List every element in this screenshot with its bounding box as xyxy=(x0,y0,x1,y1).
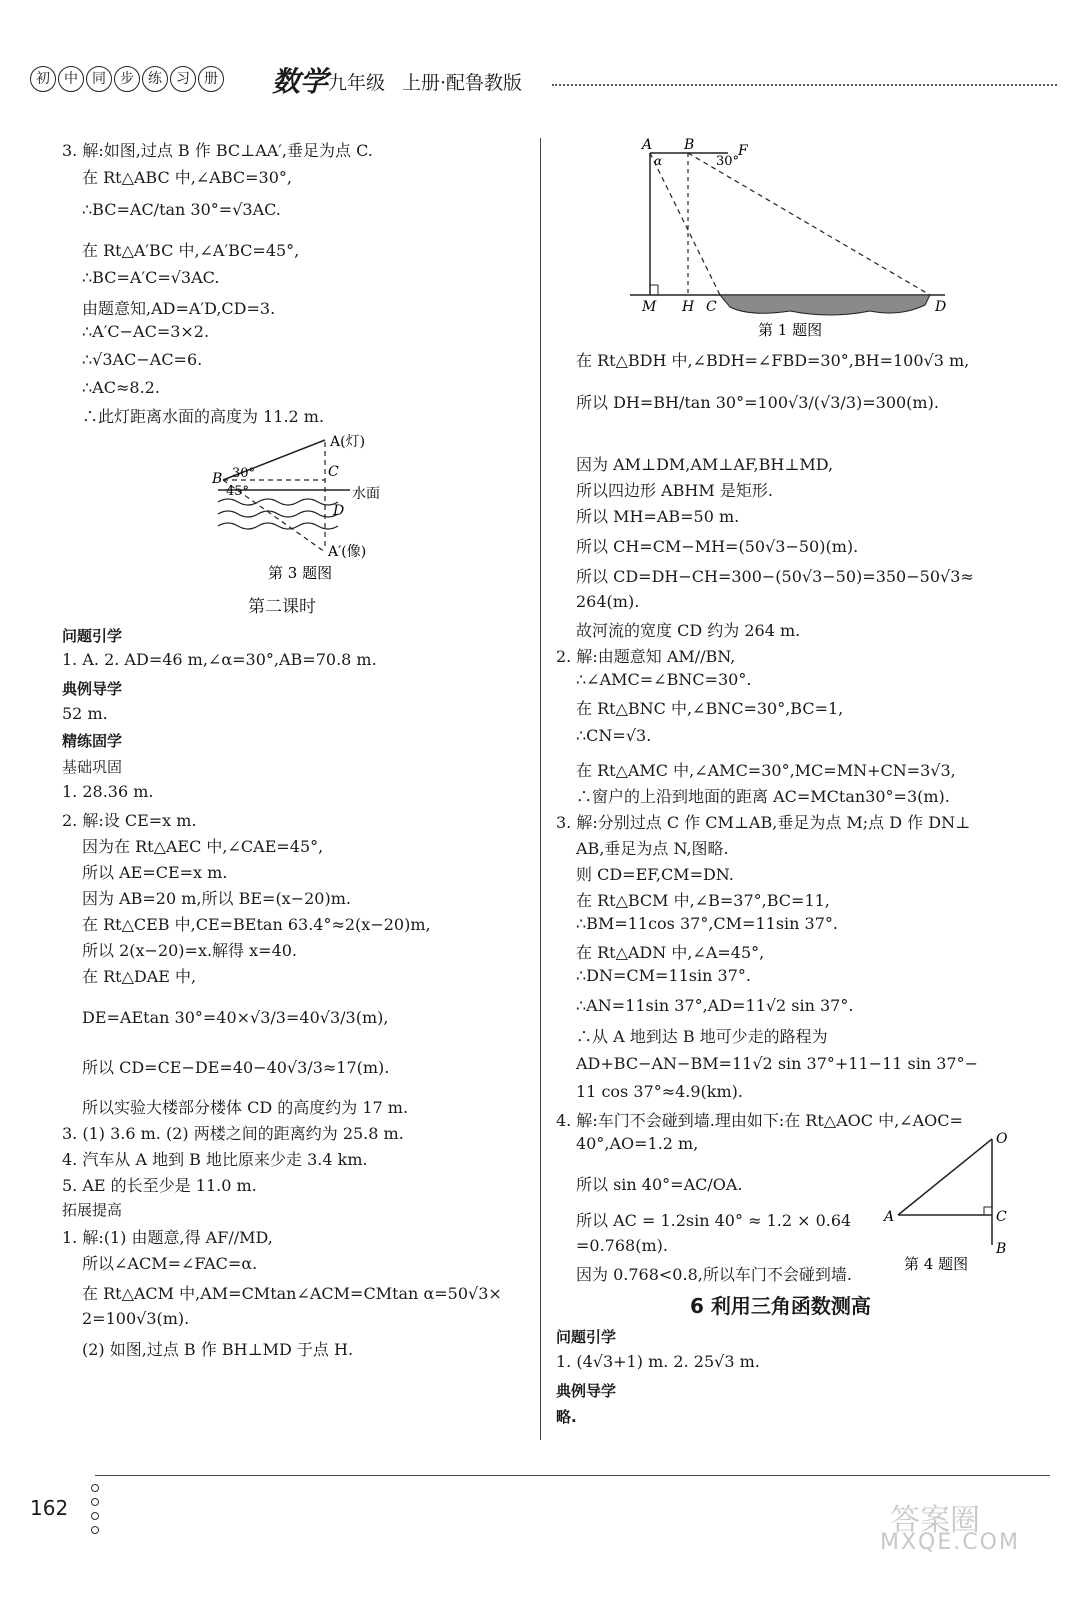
fig1-angle-30: 30° xyxy=(716,154,740,169)
column-divider xyxy=(540,138,541,1440)
answer-line: 52 m. xyxy=(62,704,108,723)
fig1-label-C: C xyxy=(706,299,717,315)
answer-line: 所以实验大楼部分楼体 CD 的高度约为 17 m. xyxy=(82,1098,409,1117)
answer-line: 因为在 Rt△AEC 中,∠CAE=45°, xyxy=(82,837,324,856)
page-number: 162 xyxy=(30,1496,69,1520)
answer-line: DE=AEtan 30°=40×√3/3=40√3/3(m), xyxy=(82,1008,389,1027)
fig1-label-A: A xyxy=(642,137,653,153)
answer-line: 在 Rt△CEB 中,CE=BEtan 63.4°≈2(x−20)m, xyxy=(82,915,431,934)
fig3-label-C: C xyxy=(328,464,339,480)
answer-line: 所以 sin 40°=AC/OA. xyxy=(576,1175,743,1194)
subject-title: 数学 xyxy=(272,65,329,98)
brand-char: 册 xyxy=(198,66,224,92)
answer-line: 所以 AC = 1.2sin 40° ≈ 1.2 × 0.64 xyxy=(576,1211,852,1230)
brand-char: 步 xyxy=(114,66,140,92)
answer-line: 40°,AO=1.2 m, xyxy=(576,1134,699,1153)
series-brand xyxy=(30,66,226,92)
answer-line: 所以 CD=CE−DE=40−40√3/3≈17(m). xyxy=(82,1058,390,1077)
fig1-label-D: D xyxy=(935,299,947,315)
answer-line: 所以 DH=BH/tan 30°=100√3/(√3/3)=300(m). xyxy=(576,393,939,412)
heading-jinglianguxue: 精练固学 xyxy=(62,732,123,750)
answer-line: AD+BC−AN−BM=11√2 sin 37°+11−11 sin 37°− xyxy=(576,1054,978,1073)
answer-line: 则 CD=EF,CM=DN. xyxy=(576,865,734,884)
fig3-water-label: 水面 xyxy=(352,486,380,502)
fig1-label-F: F xyxy=(738,143,748,159)
fig3-label-D: D xyxy=(333,503,345,519)
figure-4 xyxy=(880,1125,1020,1280)
answer-line: 在 Rt△ADN 中,∠A=45°, xyxy=(576,943,765,962)
figure-3 xyxy=(200,430,400,590)
answer-line: 故河流的宽度 CD 约为 264 m. xyxy=(576,621,801,640)
answer-line: 由题意知,AD=A′D,CD=3. xyxy=(82,299,276,318)
heading-dianlidaoxue: 典例导学 xyxy=(62,680,123,698)
answer-line: ∴BC=AC/tan 30°=√3AC. xyxy=(82,200,281,219)
answer-line: 1. 28.36 m. xyxy=(62,782,154,801)
answer-line: 1. (4√3+1) m. 2. 25√3 m. xyxy=(556,1352,760,1371)
answer-line: 在 Rt△DAE 中, xyxy=(82,967,197,986)
answer-line: 264(m). xyxy=(576,592,640,611)
answer-line: (2) 如图,过点 B 作 BH⊥MD 于点 H. xyxy=(82,1340,354,1359)
answer-line: ∴窗户的上沿到地面的距离 AC=MCtan30°=3(m). xyxy=(576,787,950,806)
section-6-title: 6 利用三角函数测高 xyxy=(690,1294,871,1318)
fig1-label-B: B xyxy=(684,137,695,153)
answer-line: =0.768(m). xyxy=(576,1236,668,1255)
fig3-label-A-image: A′(像) xyxy=(328,544,367,560)
fig1-caption: 第 1 题图 xyxy=(758,321,823,339)
answer-line: ∴此灯距离水面的高度为 11.2 m. xyxy=(82,407,325,426)
answer-line: 4. 解:车门不会碰到墙.理由如下:在 Rt△AOC 中,∠AOC= xyxy=(556,1111,963,1130)
answer-line: ∴∠AMC=∠BNC=30°. xyxy=(576,670,752,689)
answer-line: 在 Rt△BCM 中,∠B=37°,BC=11, xyxy=(576,891,830,910)
answer-line: 所以 CD=DH−CH=300−(50√3−50)=350−50√3≈ xyxy=(576,567,974,586)
fig1-angle-alpha: α xyxy=(654,154,663,168)
answer-line: ∴BC=A′C=√3AC. xyxy=(82,268,220,287)
fig1-label-M: M xyxy=(642,299,657,315)
fig3-label-A: A(灯) xyxy=(330,434,366,450)
answer-line: ∴AN=11sin 37°,AD=11√2 sin 37°. xyxy=(576,996,854,1015)
answer-line: 2. 解:由题意知 AM//BN, xyxy=(556,647,736,666)
fig4-label-C: C xyxy=(996,1209,1007,1225)
answer-line: 在 Rt△ABC 中,∠ABC=30°, xyxy=(82,168,293,187)
answer-line: 3. 解:分别过点 C 作 CM⊥AB,垂足为点 M;点 D 作 DN⊥ xyxy=(556,813,971,832)
fig3-angle-45: 45° xyxy=(226,484,250,499)
brand-char: 初 xyxy=(30,66,56,92)
answer-line: ∴从 A 地到达 B 地可少走的路程为 xyxy=(576,1027,828,1046)
header-dotted-rule xyxy=(552,84,1057,86)
answer-line: 因为 AB=20 m,所以 BE=(x−20)m. xyxy=(82,889,351,908)
answer-line: ∴BM=11cos 37°,CM=11sin 37°. xyxy=(576,914,838,933)
answer-line: 在 Rt△A′BC 中,∠A′BC=45°, xyxy=(82,241,300,260)
answer-line: ∴A′C−AC=3×2. xyxy=(82,322,210,341)
figure-1 xyxy=(620,135,960,345)
answer-line: 2. 解:设 CE=x m. xyxy=(62,811,197,830)
heading-wentiyinxue: 问题引学 xyxy=(62,627,123,645)
heading-dianlidaoxue: 典例导学 xyxy=(556,1382,617,1400)
watermark-logo: 答案圈 xyxy=(890,1503,980,1538)
answer-line: 所以四边形 ABHM 是矩形. xyxy=(576,481,773,500)
answer-line: 4. 汽车从 A 地到 B 地比原来少走 3.4 km. xyxy=(62,1150,368,1169)
answer-line: 在 Rt△BNC 中,∠BNC=30°,BC=1, xyxy=(576,699,844,718)
answer-line: 所以 AE=CE=x m. xyxy=(82,863,228,882)
subheading-jichu: 基础巩固 xyxy=(62,758,123,776)
answer-line: 在 Rt△AMC 中,∠AMC=30°,MC=MN+CN=3√3, xyxy=(576,761,956,780)
answer-line: ∴DN=CM=11sin 37°. xyxy=(576,966,751,985)
answer-line: 在 Rt△ACM 中,AM=CMtan∠ACM=CMtan α=50√3× xyxy=(82,1284,502,1303)
answer-line: AB,垂足为点 N,图略. xyxy=(576,839,729,858)
subheading-tuozhan: 拓展提高 xyxy=(62,1201,123,1219)
answer-line: 所以 MH=AB=50 m. xyxy=(576,507,740,526)
footer-rule xyxy=(95,1475,1050,1476)
fig4-label-B: B xyxy=(996,1241,1007,1257)
grade-label: 九年级 xyxy=(328,72,386,94)
fig1-label-H: H xyxy=(682,299,695,315)
brand-char: 习 xyxy=(170,66,196,92)
answer-line: 因为 0.768<0.8,所以车门不会碰到墙. xyxy=(576,1265,852,1284)
answer-line: 在 Rt△BDH 中,∠BDH=∠FBD=30°,BH=100√3 m, xyxy=(576,351,970,370)
answer-line: 所以 2(x−20)=x.解得 x=40. xyxy=(82,941,298,960)
fig3-label-B: B xyxy=(212,471,223,487)
brand-char: 中 xyxy=(58,66,84,92)
brand-char: 同 xyxy=(86,66,112,92)
fig4-label-O: O xyxy=(996,1131,1008,1147)
answer-line: 2=100√3(m). xyxy=(82,1309,190,1328)
fig4-caption: 第 4 题图 xyxy=(904,1255,969,1273)
answer-line: 所以 CH=CM−MH=(50√3−50)(m). xyxy=(576,537,859,556)
footer-ring-marks xyxy=(88,1478,102,1548)
fig3-caption: 第 3 题图 xyxy=(268,564,333,582)
heading-wentiyinxue: 问题引学 xyxy=(556,1328,617,1346)
section-title: 第二课时 xyxy=(248,597,316,617)
answer-line: 略. xyxy=(556,1408,577,1426)
answer-line: 5. AE 的长至少是 11.0 m. xyxy=(62,1176,257,1195)
brand-char: 练 xyxy=(142,66,168,92)
answer-line: ∴AC≈8.2. xyxy=(82,378,160,397)
answer-line: 因为 AM⊥DM,AM⊥AF,BH⊥MD, xyxy=(576,455,834,474)
fig3-angle-30: 30° xyxy=(232,466,256,481)
page-header xyxy=(30,62,1060,102)
answer-line: 3. (1) 3.6 m. (2) 两楼之间的距离约为 25.8 m. xyxy=(62,1124,404,1143)
answer-line: 11 cos 37°≈4.9(km). xyxy=(576,1082,743,1101)
answer-line: 1. A. 2. AD=46 m,∠α=30°,AB=70.8 m. xyxy=(62,650,377,669)
answer-line: ∴CN=√3. xyxy=(576,726,652,745)
answer-line: 所以∠ACM=∠FAC=α. xyxy=(82,1254,258,1273)
answer-line: ∴√3AC−AC=6. xyxy=(82,350,203,369)
watermark-url: MXQE.COM xyxy=(880,1530,1020,1555)
answer-line: 3. 解:如图,过点 B 作 BC⊥AA′,垂足为点 C. xyxy=(62,141,373,160)
answer-line: 1. 解:(1) 由题意,得 AF//MD, xyxy=(62,1228,273,1247)
fig4-label-A: A xyxy=(884,1209,895,1225)
edition-label: 上册·配鲁教版 xyxy=(402,72,523,94)
